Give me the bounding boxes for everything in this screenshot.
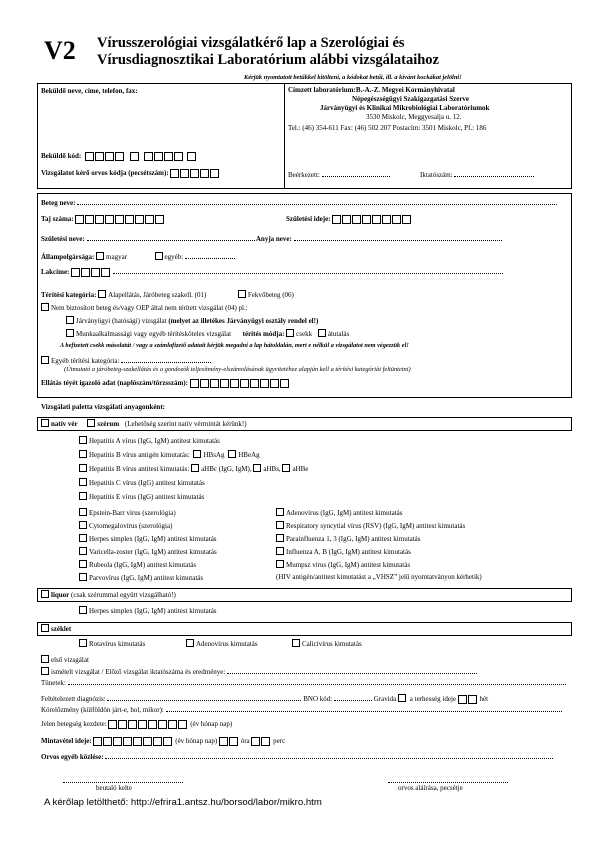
citizenship-hu-label: magyar (106, 253, 128, 261)
test-rubella-checkbox[interactable] (79, 560, 87, 568)
lab-name-1: B.-A.-Z. Megyei Kormányhivatal (355, 86, 455, 94)
doctor-code-label (41, 169, 220, 178)
test-rubella-label: Rubeola (IgG, IgM) antitest kimutatás (89, 561, 197, 569)
citizenship-other-label: egyéb: (164, 253, 184, 261)
payment-noninsured-label: Nem biztosított beteg és/vagy OEP által nem térített vizsgálat (04) pl.: (51, 304, 248, 312)
test-hcv (79, 478, 205, 488)
repeat-exam-row (41, 667, 477, 677)
test-adeno (276, 508, 402, 518)
payment-category-row (41, 290, 294, 300)
stool-rota-label: Rotavírus kimutatás (89, 640, 146, 648)
sampling-label: Mintavétel ideje: (41, 737, 92, 746)
test-hbv-antigen (79, 450, 260, 460)
payment-epidemic-note: (melyet az illetékes Járványügyi osztály rendel el!) (168, 317, 319, 325)
lab-addressee-label: Címzett laboratórium: (288, 86, 356, 94)
entitlement-label: Ellátás téyét igazoló adat (naplószám/törzsszám): (41, 379, 188, 388)
history-label: Kórelőzmény (külföldön járt-e, hol, mikor): (41, 706, 164, 714)
test-parainfluenza-checkbox[interactable] (276, 534, 284, 542)
stool-rota-checkbox[interactable] (79, 639, 87, 647)
ahbs-label: aHBs, (263, 465, 281, 473)
received-field[interactable] (288, 171, 390, 180)
pregnant-label: Gravida (373, 695, 397, 703)
payment-epidemic-checkbox[interactable] (66, 316, 74, 324)
address-field[interactable] (41, 268, 503, 277)
test-vzv-label: Varicella-zoster (IgG, IgM) antitest kimutatás (89, 548, 217, 556)
lab-line2: Népegészségügyi Szakigazgatási Szerve (352, 95, 470, 103)
pregnant-checkbox[interactable] (398, 694, 406, 702)
test-ebv (79, 508, 176, 518)
payment-inpatient-label: Fekvőbeteg (06) (247, 291, 294, 299)
lab-line5: Tel.: (46) 354-611 Fax: (46) 502 207 Postacím: 3501 Miskolc, Pf.: 186 (288, 124, 487, 132)
received-label: Beérkezett: (288, 171, 320, 179)
test-hbv-antigen-label: Hepatitis B vírus antigén kimutatás: (89, 451, 190, 459)
payment-warning: A befizetett csekk másolatát / vagy a számlafizető adatait kérjük megadni a lap hátoldalán, mert e nélkül a vizsgálatot nem végezzük el! (60, 342, 409, 349)
test-cmv (79, 521, 172, 531)
onset-unit: (év hónap nap) (190, 720, 233, 729)
birthname-field[interactable] (41, 235, 502, 244)
doctor-note-label: Orvos egyéb közlése: (41, 753, 104, 761)
liquor-hsv-checkbox[interactable] (79, 606, 87, 614)
test-parainfluenza (276, 534, 421, 544)
hbeag-label: HBeAg (238, 451, 260, 459)
native-blood-label: natív vér (51, 420, 78, 428)
stool-label: széklet (51, 625, 72, 633)
payment-cash-label: csekk (296, 330, 313, 338)
stool-section-frame (37, 622, 572, 636)
reg-number-label: Iktatószám: (420, 171, 453, 179)
stool-calici-checkbox[interactable] (292, 639, 300, 647)
history-field[interactable] (41, 706, 562, 715)
symptoms-field[interactable] (41, 679, 566, 688)
test-hbv-antibody-label: Hepatitis B vírus antitest kimutatás: (89, 465, 190, 473)
payment-mode-label: térítés módja: (242, 330, 285, 338)
liquor-row (41, 590, 176, 600)
pregnancy-week-label: a terhesség ideje (409, 695, 457, 703)
doctor-code-text: Vizsgálatot kérő orvos kódja (pecsétszám): (41, 169, 169, 178)
test-parainfluenza-label: Parainfluenza 1, 3 (IgG, IgM) antitest kimutatás (286, 535, 421, 543)
lab-line1 (288, 86, 455, 95)
payment-cash-checkbox[interactable] (286, 329, 294, 337)
stool-adeno-label: Adenovírus kimutatás (196, 640, 258, 648)
native-blood-checkbox[interactable] (41, 419, 49, 427)
test-rubella (79, 560, 196, 570)
test-hcv-checkbox[interactable] (79, 478, 87, 486)
reg-number-field[interactable] (420, 171, 534, 180)
form-title-line1: Vírusszerológiai vizsgálatkérő lap a Szerológiai és (97, 35, 405, 51)
test-hsv (79, 534, 217, 544)
stool-calici (292, 639, 362, 649)
citizenship-hu-checkbox[interactable] (96, 252, 104, 260)
test-hsv-checkbox[interactable] (79, 534, 87, 542)
serum-label: szérum (97, 420, 120, 428)
hour-label: óra (240, 737, 250, 746)
diagnosis-label: Feltételezett diagnózis: (41, 695, 106, 703)
sender-code-label (41, 152, 197, 161)
ahbc-checkbox[interactable] (191, 464, 199, 472)
taj-label: Taj száma: (41, 215, 74, 224)
pregnancy-week-box-1[interactable] (458, 695, 467, 704)
payment-noninsured-row (41, 303, 248, 313)
test-rsv-checkbox[interactable] (276, 521, 284, 529)
payment-workhealth-checkbox[interactable] (66, 329, 74, 337)
ahbe-label: aHBe (292, 465, 309, 473)
liquor-note: (csak szérummal együtt vizsgálható!) (71, 591, 176, 599)
ahbs-checkbox[interactable] (253, 464, 261, 472)
citizenship-label: Állampolgársága: (41, 253, 95, 261)
sender-date-label: beutaló kelte (96, 784, 132, 792)
test-influenza-label: Influenza A, B (IgG, IgM) antitest kimutatás (286, 548, 411, 556)
test-cmv-label: Cytomegalovírus (szerológia) (89, 522, 173, 530)
birthdate-label: Születési ideje: (286, 215, 331, 224)
sender-date-line[interactable] (63, 782, 183, 783)
form-instruction: Kérjük nyomtatott betűkkel kitölteni, a kódokat betűi, ill. a kívánt kockákat jelölni! (244, 74, 462, 81)
payment-other-label: Egyéb térítési kategória: (51, 357, 120, 365)
citizenship-field (41, 252, 235, 262)
test-hsv-label: Herpes simplex (IgG, IgM) antitest kimutatás (89, 535, 217, 543)
doctor-note-field[interactable] (41, 753, 553, 762)
symptoms-label: Tünetek: (41, 679, 66, 687)
payment-other-checkbox[interactable] (41, 356, 49, 364)
test-hbv-antibody-checkbox[interactable] (79, 464, 87, 472)
hiv-note: (HIV antigén/antitest kimutatást a „VHSZ” jelű nyomtatványon kérhetik) (276, 573, 482, 581)
test-mumps (276, 560, 410, 570)
payment-category-label: Térítési kategória: (41, 291, 97, 299)
doctor-code-boxes[interactable] (170, 169, 220, 177)
form-title-line2: Vírusdiagnosztikai Laboratórium alábbi vizsgálataihoz (97, 52, 439, 68)
onset-label: Jelen betegség kezdete: (41, 720, 107, 729)
test-parvo-checkbox[interactable] (79, 573, 87, 581)
test-ebv-label: Epstein-Barr vírus (szerológia) (89, 509, 176, 517)
liquor-hsv-label: Herpes simplex (IgG, IgM) antitest kimutatás (89, 607, 217, 615)
test-ebv-checkbox[interactable] (79, 508, 87, 516)
panel-heading: Vizsgálati paletta vizsgálati anyagonként: (41, 403, 165, 411)
liquor-test (79, 606, 217, 616)
ahbc-label: aHBc (IgG, IgM), (201, 465, 252, 473)
birthname-label: Születési neve: (41, 235, 85, 243)
frame-divider (284, 83, 285, 189)
hbsag-checkbox[interactable] (193, 450, 201, 458)
test-mumps-checkbox[interactable] (276, 560, 284, 568)
hbeag-checkbox[interactable] (228, 450, 236, 458)
sampling-field[interactable] (41, 737, 285, 746)
stool-rota (79, 639, 145, 649)
payment-transfer-label: átutalás (327, 330, 350, 338)
address-label: Lakcíme: (41, 268, 70, 277)
repeat-exam-label: ismételt vizsgálat / Előző vizsgálat iktatószáma és eredménye: (51, 668, 226, 676)
serum-section-row (41, 419, 247, 429)
liquor-label: liquor (51, 591, 70, 599)
doctor-sign-label: orvos aláírása, pecsétje (398, 784, 463, 792)
hbsag-label: HBsAg (203, 451, 225, 459)
test-influenza (276, 547, 411, 557)
test-hav (79, 436, 220, 446)
test-hbv-antigen-checkbox[interactable] (79, 450, 87, 458)
test-rsv-label: Respiratory syncytial vírus (RSV) (IgG, IgM) antitest kimutatás (286, 522, 466, 530)
sender-code-boxes[interactable] (85, 152, 197, 160)
first-exam-label: első vizsgálat (51, 656, 89, 664)
test-cmv-checkbox[interactable] (79, 521, 87, 529)
taj-field[interactable] (41, 215, 165, 224)
serum-note: (Lehetőség szerint natív vérmintát kérünk!) (124, 420, 247, 428)
birthdate-field[interactable] (286, 215, 412, 224)
test-vzv (79, 547, 217, 557)
payment-basic-checkbox[interactable] (98, 290, 106, 298)
stool-adeno-checkbox[interactable] (186, 639, 194, 647)
stool-calici-label: Calicivírus kimutatás (302, 640, 362, 648)
payment-epidemic-label: Járványügyi (hatósági) vizsgálat (76, 317, 167, 325)
download-link[interactable]: A kérőlap letölthető: http://efrira1.antsz.hu/borsod/labor/mikro.htm (44, 797, 322, 808)
stool-checkbox[interactable] (41, 624, 49, 632)
sampling-unit: (év hónap nap) (175, 737, 218, 746)
payment-inpatient-checkbox[interactable] (238, 290, 246, 298)
test-hcv-label: Hepatitis C vírus (IgG) antitest kimutatás (89, 479, 205, 487)
test-parvo-label: Parvovírus (IgG, IgM) antitest kimutatás (89, 574, 204, 582)
payment-epidemic-row (66, 316, 318, 326)
liquor-checkbox[interactable] (41, 590, 49, 598)
payment-other-row (41, 356, 211, 366)
payment-other-note: (Útmutató a járóbeteg-szakellátás és a gondozók teljesítmény-elszámolásának ügyvitetéhez alapján kell a térítési kategóriát feltüntetni) (64, 366, 411, 373)
pregnancy-week-box-2[interactable] (468, 695, 477, 704)
week-label: hét (479, 695, 489, 703)
bno-label: BNO kód: (303, 695, 333, 703)
diagnosis-row (41, 694, 488, 704)
stool-row (41, 624, 71, 634)
test-parvo (79, 573, 203, 583)
mother-name-label: Anyja neve: (255, 235, 292, 243)
lab-line4: 3530 Miskolc, Meggyesalja u. 12. (366, 113, 462, 121)
test-hbv-antibody (79, 464, 308, 474)
payment-basic-label: Alapellátás, Járóbeteg szakell. (01) (108, 291, 207, 299)
onset-field[interactable] (41, 720, 232, 729)
payment-workhealth-label: Munkaalkalmassági vagy egyéb térítésköteles vizsgálat (76, 330, 232, 338)
test-hav-label: Hepatitis A vírus (IgG, IgM) antitest kimutatás (89, 437, 220, 445)
test-hev-label: Hepatitis E vírus (IgG) antitest kimutatás (89, 493, 205, 501)
test-rsv (276, 521, 465, 531)
payment-transfer-checkbox[interactable] (318, 329, 326, 337)
first-exam-row (41, 655, 89, 665)
sender-code-text: Beküldő kód: (41, 152, 82, 161)
form-code: V2 (44, 36, 76, 65)
minute-label: perc (273, 737, 286, 746)
payment-noninsured-checkbox[interactable] (41, 303, 49, 311)
test-hev-checkbox[interactable] (79, 492, 87, 500)
serum-checkbox[interactable] (87, 419, 95, 427)
entitlement-field[interactable] (41, 379, 290, 388)
lab-line3: Járványügyi és Klinikai Mikrobiológiai Laboratóriumok (320, 104, 490, 112)
test-adeno-label: Adenovírus (IgG, IgM) antitest kimutatás (286, 509, 403, 517)
stool-adeno (186, 639, 258, 649)
citizenship-other-checkbox[interactable] (155, 252, 163, 260)
patient-name-label: Beteg neve: (41, 199, 76, 207)
doctor-sign-line[interactable] (388, 782, 508, 783)
patient-name-field[interactable] (41, 199, 557, 208)
ahbe-checkbox[interactable] (282, 464, 290, 472)
test-hav-checkbox[interactable] (79, 436, 87, 444)
test-hev (79, 492, 204, 502)
first-exam-checkbox[interactable] (41, 655, 49, 663)
test-adeno-checkbox[interactable] (276, 508, 284, 516)
test-mumps-label: Mumpsz vírus (IgG, IgM) antitest kimutatás (286, 561, 411, 569)
sender-name-label: Beküldő neve, címe, telefon, fax: (41, 87, 138, 95)
payment-workhealth-row (66, 329, 349, 339)
repeat-exam-checkbox[interactable] (41, 667, 49, 675)
test-influenza-checkbox[interactable] (276, 547, 284, 555)
test-vzv-checkbox[interactable] (79, 547, 87, 555)
